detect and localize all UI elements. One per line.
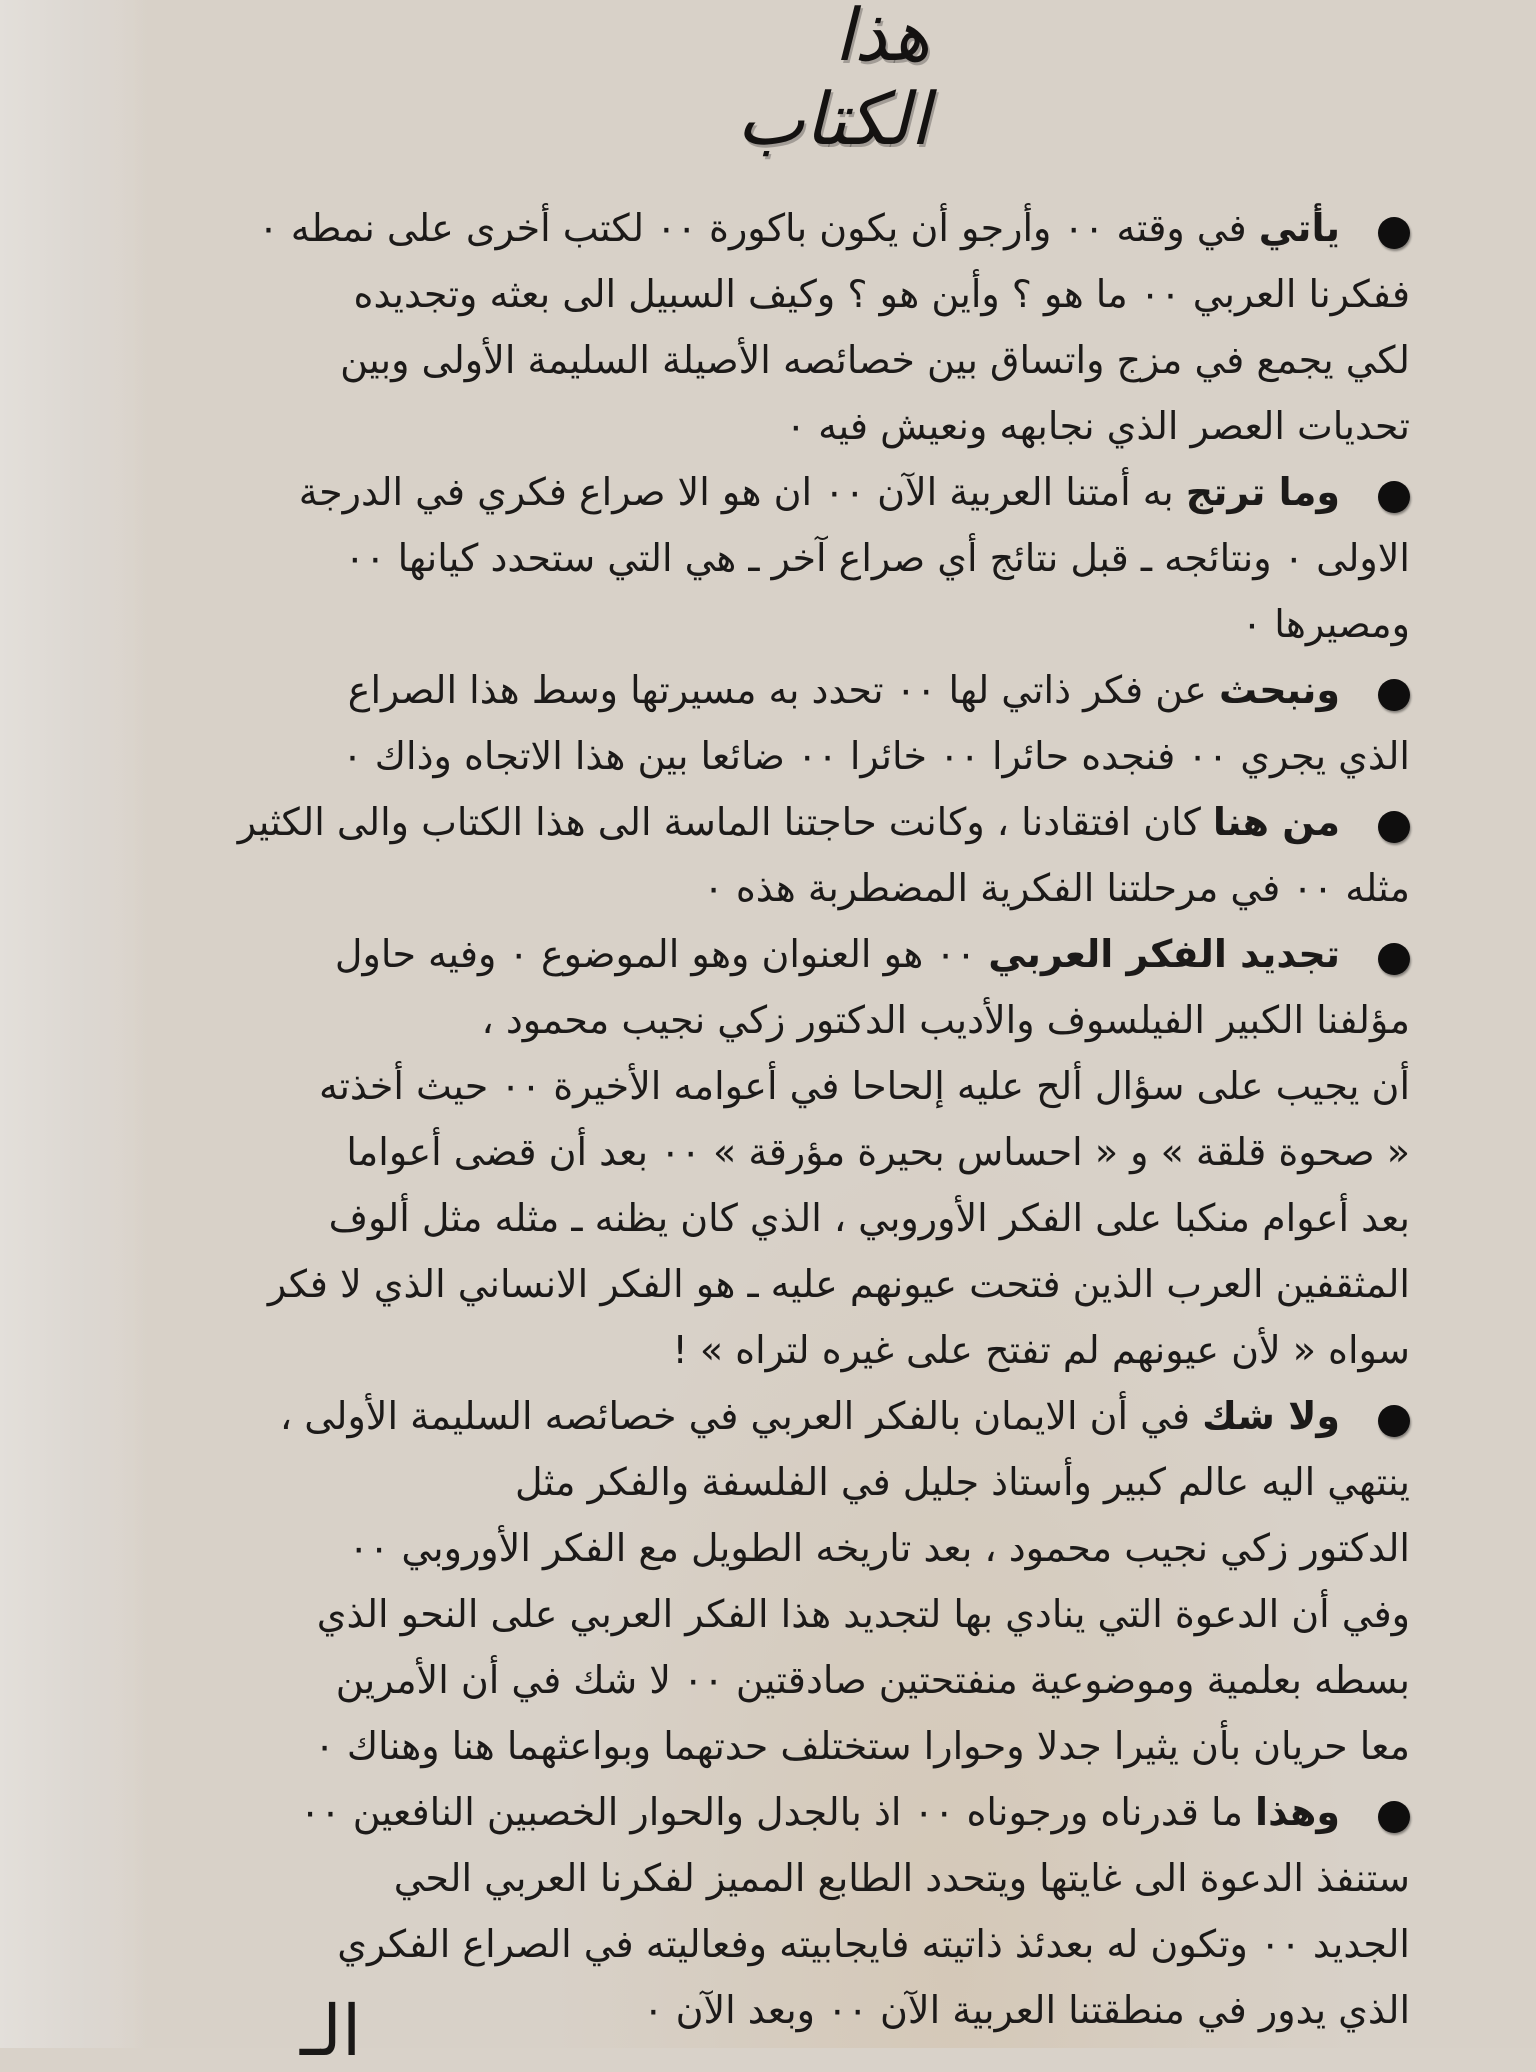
paragraph-1 bbox=[140, 195, 1410, 459]
bullet-icon bbox=[1378, 679, 1410, 711]
paragraph-line: معا حريان بأن يثيرا جدلا وحوارا ستختلف حدتهما وبواعثهما هنا وهناك ٠ bbox=[314, 1724, 1410, 1768]
bullet-icon bbox=[1378, 481, 1410, 513]
paragraph-4 bbox=[140, 789, 1410, 921]
paragraph-line: بعد أعوام منكبا على الفكر الأوروبي ، الذي كان يظنه ـ مثله مثل ألوف bbox=[328, 1196, 1410, 1240]
signature-fragment: الـ bbox=[300, 1990, 362, 2072]
paragraph-3 bbox=[140, 657, 1410, 789]
page-title: هذا الكتاب bbox=[736, 0, 930, 161]
paragraph-lead: من هنا bbox=[1212, 800, 1340, 844]
bullet-icon bbox=[1378, 217, 1410, 249]
paragraph-line: الاولى ٠ ونتائجه ـ قبل نتائج أي صراع آخر ـ هي التي ستحدد كيانها ٠٠ bbox=[344, 536, 1410, 580]
paragraph-line: أن يجيب على سؤال ألح عليه إلحاحا في أعوامه الأخيرة ٠٠ حيث أخذته bbox=[318, 1064, 1410, 1108]
paragraph-line: الذي يجري ٠٠ فنجده حائرا ٠٠ خائرا ٠٠ ضائعا بين هذا الاتجاه وذاك ٠ bbox=[342, 734, 1410, 778]
paragraph-lead: يأتي bbox=[1258, 206, 1340, 250]
paragraph-line: مثله ٠٠ في مرحلتنا الفكرية المضطربة هذه ٠ bbox=[703, 866, 1410, 910]
paragraph-line: مؤلفنا الكبير الفيلسوف والأديب الدكتور زكي نجيب محمود ، bbox=[481, 998, 1410, 1042]
paragraph-line: تحديات العصر الذي نجابهه ونعيش فيه ٠ bbox=[785, 404, 1410, 448]
paragraph-line: ولا شك في أن الايمان بالفكر العربي في خصائصه السليمة الأولى ، bbox=[279, 1394, 1340, 1438]
paragraph-line: تجديد الفكر العربي ٠٠ هو العنوان وهو الموضوع ٠ وفيه حاول bbox=[334, 932, 1340, 976]
paragraph-lead: وما ترتج bbox=[1185, 470, 1340, 514]
torn-paper-edge bbox=[0, 0, 145, 2048]
paragraph-lead: ونبحث bbox=[1218, 668, 1340, 712]
paragraph-line: وما ترتج به أمتنا العربية الآن ٠٠ ان هو الا صراع فكري في الدرجة bbox=[298, 470, 1340, 514]
paragraph-6 bbox=[140, 1383, 1410, 1779]
paragraph-line: وفي أن الدعوة التي ينادي بها لتجديد هذا الفكر العربي على النحو الذي bbox=[316, 1592, 1410, 1636]
paragraph-lead: ولا شك bbox=[1202, 1394, 1340, 1438]
bullet-icon bbox=[1378, 811, 1410, 843]
paragraph-lead: تجديد الفكر العربي bbox=[988, 932, 1340, 976]
paragraph-line: بسطه بعلمية وموضوعية منفتحتين صادقتين ٠٠ لا شك في أن الأمرين bbox=[335, 1658, 1410, 1702]
paragraph-line: ففكرنا العربي ٠٠ ما هو ؟ وأين هو ؟ وكيف السبيل الى بعثه وتجديده bbox=[353, 272, 1410, 316]
page-body bbox=[140, 195, 1410, 2043]
bullet-icon bbox=[1378, 943, 1410, 975]
paragraph-line: سواه « لأن عيونهم لم تفتح على غيره لتراه » ! bbox=[672, 1328, 1410, 1372]
paragraph-line: من هنا كان افتقادنا ، وكانت حاجتنا الماسة الى هذا الكتاب والى الكثير bbox=[237, 800, 1340, 844]
paragraph-line: الذي يدور في منطقتنا العربية الآن ٠٠ وبعد الآن ٠ bbox=[643, 1988, 1410, 2032]
paragraph-2 bbox=[140, 459, 1410, 657]
paragraph-line: لكي يجمع في مزج واتساق بين خصائصه الأصيلة السليمة الأولى وبين bbox=[340, 338, 1410, 382]
bullet-icon bbox=[1378, 1801, 1410, 1833]
paragraph-line: المثقفين العرب الذين فتحت عيونهم عليه ـ هو الفكر الانساني الذي لا فكر bbox=[267, 1262, 1410, 1306]
paragraph-line: يأتي في وقته ٠٠ وأرجو أن يكون باكورة ٠٠ لكتب أخرى على نمطه ٠ bbox=[258, 206, 1340, 250]
paragraph-line: الدكتور زكي نجيب محمود ، بعد تاريخه الطويل مع الفكر الأوروبي ٠٠ bbox=[348, 1526, 1410, 1570]
paragraph-line: ستنفذ الدعوة الى غايتها ويتحدد الطابع المميز لفكرنا العربي الحي bbox=[393, 1856, 1410, 1900]
paragraph-line: ونبحث عن فكر ذاتي لها ٠٠ تحدد به مسيرتها وسط هذا الصراع bbox=[347, 668, 1340, 712]
paragraph-line: ينتهي اليه عالم كبير وأستاذ جليل في الفلسفة والفكر مثل bbox=[514, 1460, 1410, 1504]
paragraph-line: « صحوة قلقة » و « احساس بحيرة مؤرقة » ٠٠ بعد أن قضى أعواما bbox=[346, 1130, 1410, 1174]
bullet-icon bbox=[1378, 1405, 1410, 1437]
paragraph-5 bbox=[140, 921, 1410, 1383]
paragraph-line: وهذا ما قدرناه ورجوناه ٠٠ اذ بالجدل والحوار الخصبين النافعين ٠٠ bbox=[299, 1790, 1340, 1834]
paragraph-line: الجديد ٠٠ وتكون له بعدئذ ذاتيته فايجابيته وفعاليته في الصراع الفكري bbox=[337, 1922, 1410, 1966]
paragraph-lead: وهذا bbox=[1255, 1790, 1340, 1834]
paragraph-line: ومصيرها ٠ bbox=[1241, 602, 1410, 646]
